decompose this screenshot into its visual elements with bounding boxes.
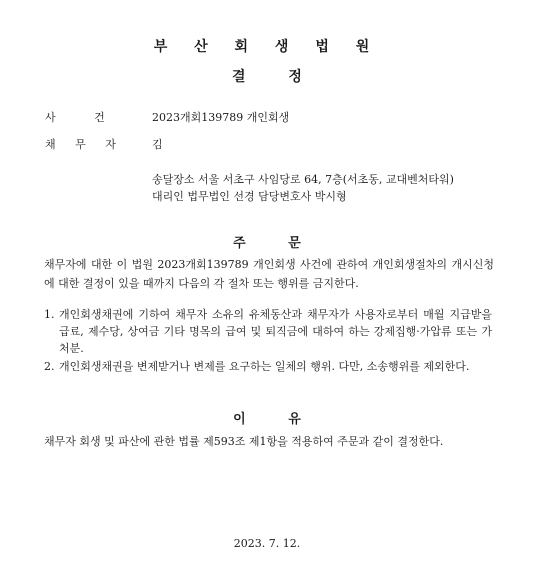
order-item-text: 개인회생채권에 기하여 채무자 소유의 유체동산과 채무자가 사용자로부터 매월 지급받을 급료, 제수당, 상여금 기타 명목의 급여 및 퇴직금에 대하여 하는 강제집행·가압류 또는 가처분. [59,308,492,355]
order-item [44,306,492,357]
debtor-label: 채 무 자 [45,138,116,151]
service-address: 송달장소 서울 서초구 사임당로 64, 7층(서초동, 교대벤처타워) [152,173,454,186]
decision-date: 2023. 7. 12. [233,537,301,550]
order-item-number: 1. [44,308,55,321]
order-item-number: 2. [44,360,55,373]
case-label: 사 건 [45,111,105,124]
order-heading: 주 문 [233,236,301,251]
debtor-name: 김 [152,138,163,151]
order-paragraph: 채무자에 대한 이 법원 2023개회139789 개인회생 사건에 관하여 개인회생절차의 개시신청에 대한 결정이 있을 때까지 다음의 각 절차 또는 행위를 금지한다. [44,258,494,290]
document-title: 결 정 [232,69,302,85]
order-item [44,358,492,375]
case-number: 2023개회139789 개인회생 [152,111,290,124]
order-item-text: 개인회생채권을 변제받거나 변제를 요구하는 일체의 행위. 다만, 소송행위를 제외한다. [59,360,470,373]
court-name: 부 산 회 생 법 원 [153,39,381,55]
legal-representative: 대리인 법무법인 선경 담당변호사 박시형 [152,190,347,203]
reason-heading: 이 유 [233,412,301,427]
reason-paragraph: 채무자 회생 및 파산에 관한 법률 제593조 제1항을 적용하여 주문과 같이 결정한다. [44,435,444,448]
